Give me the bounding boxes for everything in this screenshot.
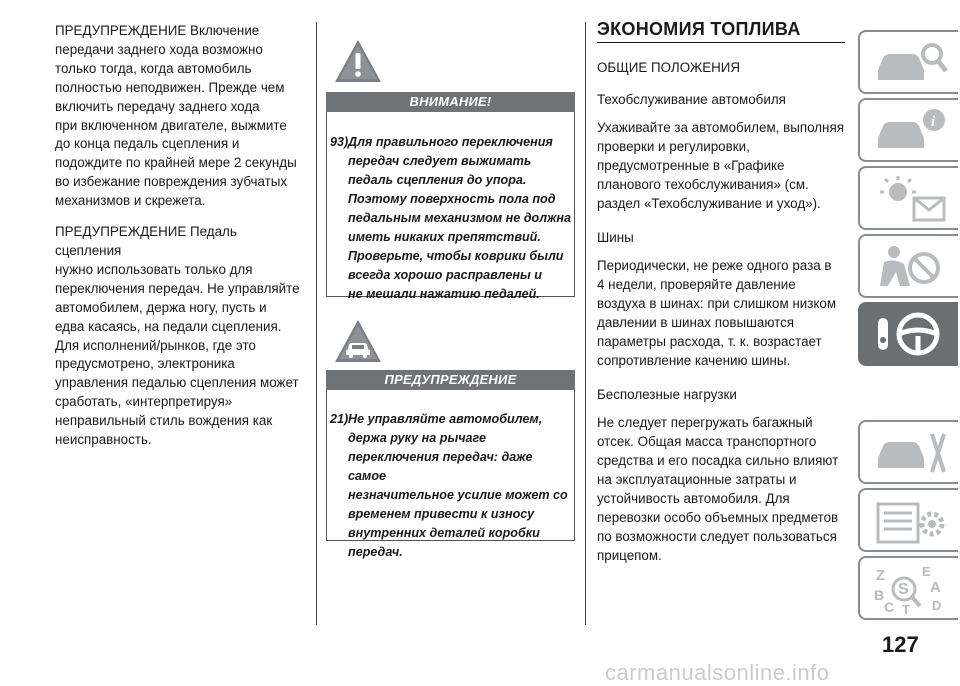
index-letter: D (932, 598, 942, 613)
steering-wheel-icon (870, 310, 950, 362)
left-column (55, 22, 305, 462)
tab-warning-lights[interactable] (858, 166, 958, 230)
column-divider-right (585, 22, 586, 625)
warning-lights-icon (870, 174, 950, 226)
car-triangle-icon (333, 318, 383, 364)
svg-text:i: i (931, 114, 936, 130)
section-title: ЭКОНОМИЯ ТОПЛИВА (597, 20, 845, 43)
alphabet-index-icon (870, 564, 950, 616)
tires-heading: Шины (597, 230, 634, 245)
tab-starting-driving[interactable] (858, 302, 958, 366)
column-divider-left (316, 22, 317, 625)
tires-text: Периодически, не реже одного раза в 4 недели, проверяйте давление воздуха в шинах: при слишком низком давлении в шинах повышаются параметры расхода, т. к. возрастает сопротивление качению шины. (597, 258, 837, 368)
index-letter: S (898, 581, 909, 598)
tab-safety[interactable] (858, 234, 958, 298)
watermark: carmanualsonline.info (605, 660, 830, 685)
tab-index[interactable] (858, 556, 958, 620)
loads-heading: Бесполезные нагрузки (597, 387, 737, 402)
page-number: 127 (882, 632, 919, 657)
tab-technical-specs[interactable] (858, 488, 958, 552)
index-letter: T (902, 602, 910, 616)
index-letter: E (922, 564, 931, 579)
car-search-icon (870, 38, 950, 90)
tab-getting-to-know[interactable] (858, 98, 958, 162)
reverse-gear-warning-text: ПРЕДУПРЕЖДЕНИЕ Включение передачи заднего хода возможно только тогда, когда автомобиль полностью неподвижен. Прежде чем включить передачу заднего хода при включенном двигателе, выжмите до конца педаль сцепления и подождите по крайней мере 2 секунды во избежание повреждения зубчатых механизмов и скрежета. (55, 23, 297, 209)
caution-note-text: Не управляйте автомобилем, держа руку на рычаге переключения передач: даже самое незначительное усилие может со временем привести к износу внутренних деталей коробки передач. (348, 412, 568, 559)
tab-emergency[interactable] (858, 420, 958, 484)
warning-note-number: 93) (330, 135, 349, 149)
maintenance-text: Ухаживайте за автомобилем, выполняя проверки и регулировки, предусмотренные в «Графике планового техобслуживания» (см. раздел «Техобслуживание и уход»). (597, 120, 844, 211)
warning-title-bar: ВНИМАНИЕ! (326, 92, 575, 112)
airbag-safety-icon (870, 242, 950, 294)
right-column (597, 20, 857, 565)
section-subtitle: ОБЩИЕ ПОЛОЖЕНИЯ (597, 60, 741, 75)
specs-gear-icon (870, 496, 950, 548)
warning-box (326, 112, 575, 301)
index-letter: Z (876, 567, 886, 584)
caution-title-bar: ПРЕДУПРЕЖДЕНИЕ (326, 370, 575, 390)
warning-note-text: Для правильного переключения передач следует выжимать педаль сцепления до упора. Поэтому поверхность пола под педальным механизмом не должна иметь никаких препятствий. Проверьте, чтобы коврики были всегда хорошо расправлены и не мешали нажатию педалей. (348, 135, 571, 301)
index-letter: C (884, 599, 895, 615)
caution-note-number: 21) (330, 412, 349, 426)
maintenance-heading: Техобслуживание автомобиля (597, 92, 786, 107)
index-letter: B (874, 587, 885, 603)
car-info-icon (870, 106, 950, 158)
index-letter: A (930, 579, 941, 596)
clutch-pedal-warning-text: ПРЕДУПРЕЖДЕНИЕ Педаль сцепления нужно использовать только для переключения передач. Не управляйте автомобилем, держа ногу, пусть и едва касаясь, на педали сцепления. Для исполнений/рынков, где это предусмотрено, электроника управления педалью сцепления может сработать, «интерпретируя» неправильный стиль вождения как неисправность. (55, 224, 300, 448)
tab-dashboard[interactable] (858, 30, 958, 94)
caution-box (326, 390, 575, 559)
wrench-maintenance-icon (870, 428, 950, 480)
exclamation-triangle-icon (333, 38, 383, 84)
loads-text: Не следует перегружать багажный отсек. Общая масса транспортного средства и его посадка сильно влияют на эксплуатационные затраты и устойчивость автомобиля. Для перевозки особо объемных предметов по возможности следует пользоваться прицепом. (597, 415, 839, 563)
